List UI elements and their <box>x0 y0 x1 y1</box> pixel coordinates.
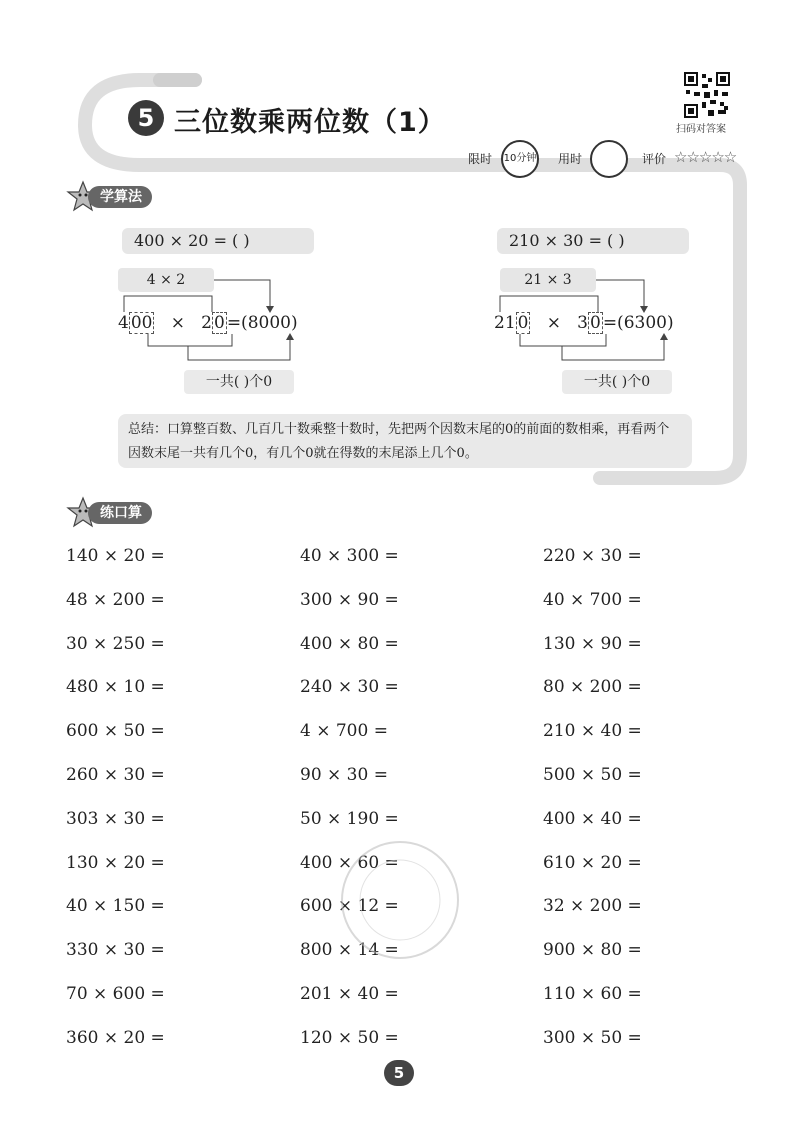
example2-count-box: 一共( )个0 <box>562 370 672 394</box>
practice-problem[interactable]: 600 × 12 = <box>300 896 399 917</box>
practice-problem[interactable]: 400 × 40 = <box>543 808 642 829</box>
example1-question: 400 × 20 = ( ) <box>122 228 314 254</box>
practice-problem[interactable]: 610 × 20 = <box>543 852 642 873</box>
practice-problem[interactable]: 90 × 30 = <box>300 765 388 785</box>
example2-factor-a-zeros: 0 <box>517 313 529 333</box>
practice-problem[interactable]: 130 × 20 = <box>66 852 165 873</box>
practice-problem[interactable]: 360 × 20 = <box>66 1027 165 1048</box>
practice-problem[interactable]: 80 × 200 = <box>543 677 642 698</box>
example1-factor-a: 4 <box>118 313 129 333</box>
practice-problem[interactable]: 40 × 300 = <box>300 546 399 566</box>
summary-box: 总结：口算整百数、几百几十数乘整十数时，先把两个因数末尾的0的前面的数相乘，再看两个因数末尾一共有几个0，有几个0就在得数的末尾添上几个0。 <box>118 414 692 468</box>
practice-section-title: 练口算 <box>88 502 152 524</box>
practice-problem[interactable]: 480 × 10 = <box>66 677 165 698</box>
lesson-number-badge: 5 <box>128 100 164 136</box>
practice-problem[interactable]: 330 × 30 = <box>66 940 165 961</box>
example1-equation <box>118 312 298 334</box>
practice-problem[interactable]: 300 × 50 = <box>543 1027 642 1048</box>
practice-problem[interactable]: 800 × 14 = <box>300 940 399 961</box>
time-limit-label: 限时 <box>468 152 493 166</box>
practice-problem[interactable]: 40 × 150 = <box>66 896 165 917</box>
example1-factor-a-zeros: 00 <box>130 313 153 333</box>
example2-question: 210 × 30 = ( ) <box>497 228 689 254</box>
practice-problem[interactable]: 130 × 90 = <box>543 633 642 654</box>
practice-problem[interactable]: 4 × 700 = <box>300 721 388 742</box>
practice-problem[interactable]: 140 × 20 = <box>66 546 165 566</box>
practice-problem[interactable]: 600 × 50 = <box>66 721 165 742</box>
practice-problem[interactable]: 110 × 60 = <box>543 984 642 1004</box>
practice-problem[interactable]: 900 × 80 = <box>543 940 642 961</box>
practice-problem[interactable]: 201 × 40 = <box>300 984 399 1004</box>
example1-count-box: 一共( )个0 <box>184 370 294 394</box>
practice-problem[interactable]: 303 × 30 = <box>66 808 165 829</box>
practice-problem[interactable]: 70 × 600 = <box>66 984 165 1004</box>
practice-problem[interactable]: 32 × 200 = <box>543 896 642 917</box>
practice-problem[interactable]: 50 × 190 = <box>300 808 399 829</box>
example1-factor-b: 2 <box>201 313 212 333</box>
practice-problem[interactable]: 400 × 60 = <box>300 852 399 873</box>
page-title: 三位数乘两位数（1） <box>174 107 446 138</box>
time-used-label: 用时 <box>558 152 583 166</box>
example2-result: =(6300) <box>602 313 674 333</box>
watermark-stamp <box>330 830 470 970</box>
example1-factor-b-zeros: 0 <box>213 313 225 333</box>
practice-problem[interactable]: 300 × 90 = <box>300 589 399 610</box>
example1-operator: × <box>170 313 185 333</box>
example2-equation <box>494 312 674 334</box>
rating-label: 评价 <box>642 152 667 166</box>
practice-problem[interactable]: 120 × 50 = <box>300 1027 399 1048</box>
practice-problem[interactable]: 40 × 700 = <box>543 589 642 610</box>
example2-factor-b-zeros: 0 <box>589 313 601 333</box>
example2-factor-b: 3 <box>577 313 588 333</box>
example2-operator: × <box>546 313 561 333</box>
practice-problem[interactable]: 260 × 30 = <box>66 765 165 785</box>
rating-stars[interactable]: ☆☆☆☆☆ <box>674 148 737 166</box>
time-limit-clock: 10分钟 <box>501 140 539 178</box>
practice-problem[interactable]: 30 × 250 = <box>66 633 165 654</box>
practice-problem[interactable]: 240 × 30 = <box>300 677 399 698</box>
practice-problem[interactable]: 210 × 40 = <box>543 721 642 742</box>
example1-hint: 4 × 2 <box>118 268 214 292</box>
practice-problem[interactable]: 220 × 30 = <box>543 546 642 566</box>
time-used-clock[interactable] <box>590 140 628 178</box>
qr-label: 扫码对答案 <box>676 124 726 135</box>
example2-factor-a: 21 <box>494 313 516 333</box>
learn-section-title: 学算法 <box>88 186 152 208</box>
practice-problem[interactable]: 48 × 200 = <box>66 589 165 610</box>
practice-problem[interactable]: 400 × 80 = <box>300 633 399 654</box>
example2-hint: 21 × 3 <box>500 268 596 292</box>
practice-problem[interactable]: 500 × 50 = <box>543 765 642 785</box>
example1-result: =(8000) <box>226 313 298 333</box>
qr-code-icon[interactable] <box>684 72 730 118</box>
page-number: 5 <box>384 1060 414 1086</box>
